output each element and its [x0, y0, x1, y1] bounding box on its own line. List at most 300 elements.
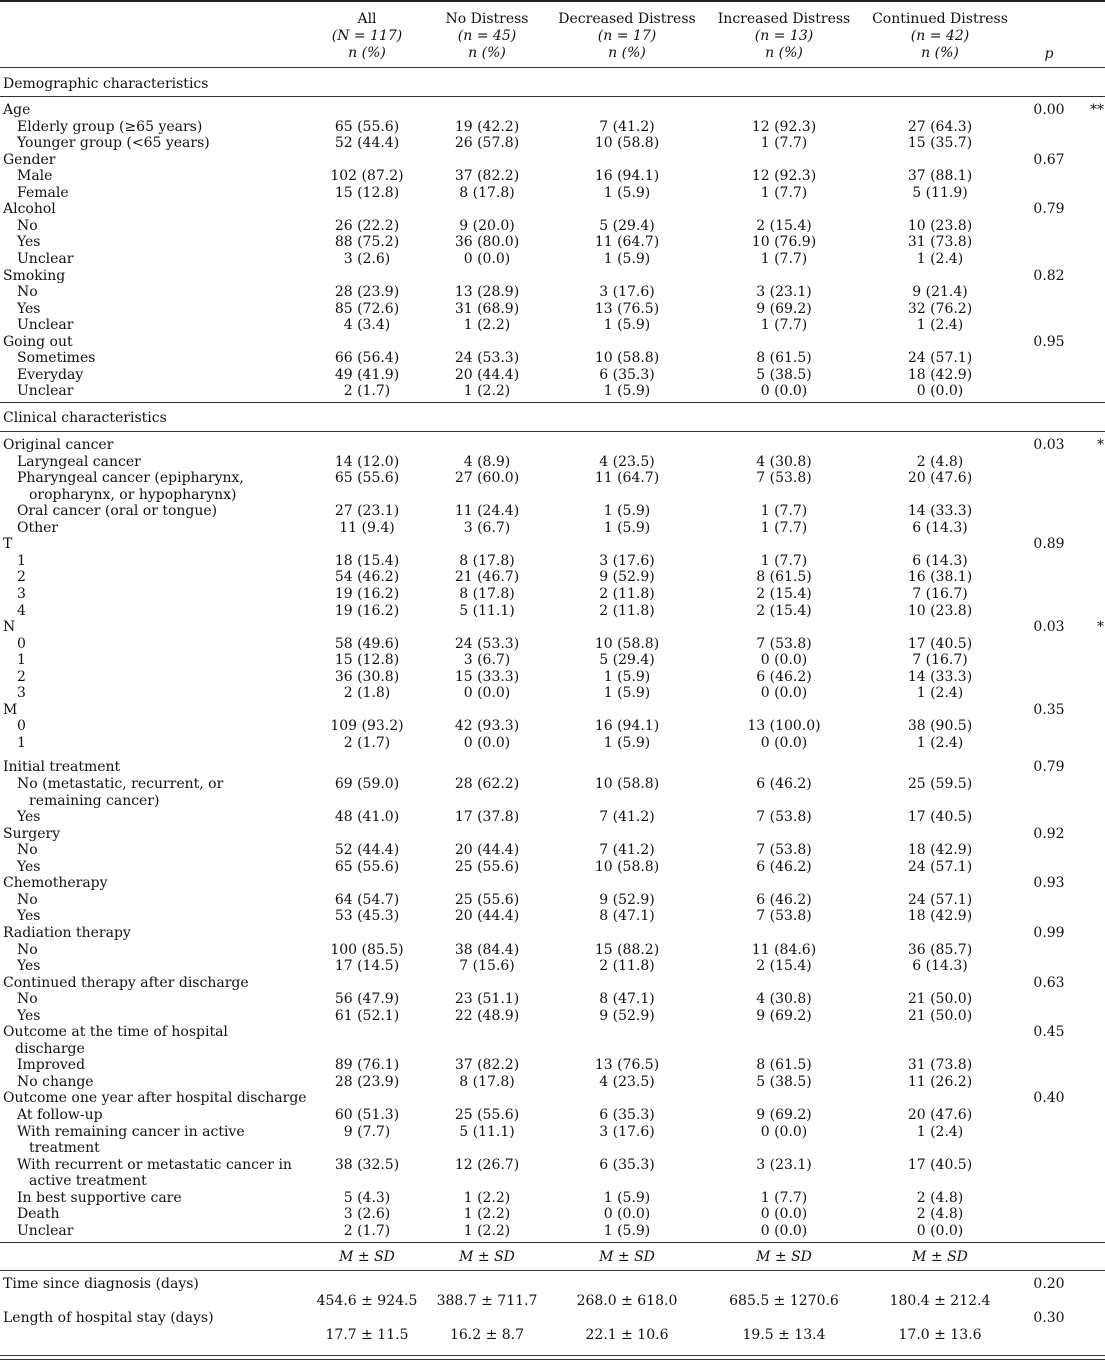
row-label: Pharyngeal cancer (epipharynx,: [17, 470, 244, 487]
table-cell: 0 (0.0): [760, 734, 808, 751]
row-label: Outcome one year after hospital discharge: [3, 1090, 307, 1107]
table-cell: 1 (2.4): [916, 1123, 964, 1140]
table-cell: 3 (6.7): [463, 519, 511, 536]
p-value: 0.40: [1033, 1090, 1065, 1107]
row-label: Everyday: [17, 366, 84, 383]
table-cell: 3 (23.1): [756, 284, 812, 301]
p-value: 0.95: [1033, 333, 1065, 350]
table-cell: 20 (47.6): [907, 1107, 973, 1123]
row-label: Surgery: [3, 825, 61, 842]
table-cell: 8 (17.8): [459, 1073, 515, 1090]
row-label: No: [17, 941, 38, 958]
row-label: Yes: [17, 858, 41, 875]
table-cell: 5 (29.4): [599, 217, 655, 234]
table-cell: 9 (20.0): [459, 217, 515, 234]
row-label: Radiation therapy: [3, 924, 131, 941]
table-cell: 36 (80.0): [454, 234, 520, 251]
table-cell: 6 (35.3): [599, 366, 655, 383]
table-cell: 8 (61.5): [756, 569, 812, 586]
p-value: 0.92: [1033, 825, 1065, 842]
table-cell: 9 (52.9): [599, 891, 655, 908]
row-label: Yes: [17, 809, 41, 826]
table-cell: 16 (94.1): [594, 168, 660, 185]
column-header-name: Decreased Distress: [558, 11, 696, 27]
row-label: No: [17, 891, 38, 908]
table-cell: 9 (52.9): [599, 1007, 655, 1024]
row-label: Time since diagnosis (days): [3, 1276, 199, 1292]
table-cell: 26 (57.8): [454, 135, 520, 152]
table-cell: 25 (55.6): [454, 1107, 520, 1123]
table-cell: 2 (1.7): [343, 383, 391, 400]
table-cell: 15 (12.8): [334, 652, 400, 669]
table-cell: 0 (0.0): [463, 250, 511, 267]
bottom-rule-2: [0, 1359, 1105, 1360]
table-cell: 6 (14.3): [912, 519, 968, 536]
table-cell: 7 (16.7): [912, 652, 968, 669]
row-label: Younger group (<65 years): [17, 135, 210, 152]
p-value: 0.03: [1033, 619, 1065, 636]
table-cell: 64 (54.7): [334, 891, 400, 908]
table-cell: 1 (2.2): [463, 1189, 511, 1206]
table-cell: 18 (15.4): [334, 552, 400, 569]
table-cell: 2 (15.4): [756, 958, 812, 975]
table-cell: 0 (0.0): [760, 1206, 808, 1223]
table-cell: 3 (23.1): [756, 1156, 812, 1173]
table-cell: 6 (46.2): [756, 891, 812, 908]
row-label: Initial treatment: [3, 759, 121, 776]
table-cell: 8 (47.1): [599, 991, 655, 1008]
significance-marker: *: [1097, 619, 1104, 636]
msd-header-cell: M ± SD: [756, 1249, 812, 1265]
table-cell: 454.6 ± 924.5: [316, 1293, 418, 1309]
p-value: 0.99: [1033, 924, 1065, 941]
row-label: No (metastatic, recurrent, or: [17, 776, 224, 792]
table-cell: 8 (17.8): [459, 585, 515, 602]
table-cell: 17.7 ± 11.5: [325, 1326, 409, 1343]
table-cell: 11 (64.7): [594, 470, 660, 487]
p-value: 0.89: [1033, 536, 1065, 553]
table-cell: 12 (92.3): [751, 118, 817, 135]
row-label-continued: treatment: [29, 1140, 100, 1157]
table-cell: 0 (0.0): [760, 652, 808, 669]
section-rule: [0, 96, 1105, 97]
row-label-continued: oropharynx, or hypopharynx): [29, 486, 237, 503]
row-label: At follow-up: [17, 1107, 103, 1123]
table-cell: 17.0 ± 13.6: [898, 1326, 982, 1343]
table-cell: 3 (17.6): [599, 1123, 655, 1140]
table-cell: 0 (0.0): [760, 1123, 808, 1140]
row-label: 4: [17, 602, 26, 619]
table-cell: 7 (53.8): [756, 809, 812, 826]
msd-rule: [0, 1242, 1105, 1243]
column-header-stat: n (%): [348, 45, 386, 61]
row-label: Gender: [3, 151, 56, 168]
p-value: 0.00: [1033, 102, 1065, 118]
table-cell: 4 (23.5): [599, 1073, 655, 1090]
table-cell: 8 (47.1): [599, 908, 655, 925]
p-value: 0.20: [1033, 1276, 1065, 1292]
table-cell: 100 (85.5): [330, 941, 404, 958]
column-header-n: (N = 117): [331, 28, 403, 44]
p-value: 0.79: [1033, 201, 1065, 218]
table-cell: 9 (52.9): [599, 569, 655, 586]
table-cell: 4 (23.5): [599, 453, 655, 470]
table-cell: 31 (73.8): [907, 234, 973, 251]
table-cell: 7 (41.2): [599, 842, 655, 859]
table-cell: 24 (57.1): [907, 891, 973, 908]
table-cell: 268.0 ± 618.0: [576, 1293, 678, 1309]
row-label: Elderly group (≥65 years): [17, 118, 203, 135]
row-label: Unclear: [17, 250, 74, 267]
table-cell: 18 (42.9): [907, 908, 973, 925]
table-cell: 49 (41.9): [334, 366, 400, 383]
table-cell: 3 (6.7): [463, 652, 511, 669]
table-cell: 1 (2.4): [916, 250, 964, 267]
table-cell: 1 (5.9): [603, 685, 651, 702]
p-value: 0.30: [1033, 1309, 1065, 1326]
table-cell: 58 (49.6): [334, 635, 400, 652]
table-cell: 1 (2.4): [916, 317, 964, 334]
column-header-n: (n = 45): [457, 28, 517, 44]
table-cell: 9 (69.2): [756, 1007, 812, 1024]
table-cell: 7 (41.2): [599, 118, 655, 135]
table-cell: 21 (50.0): [907, 991, 973, 1008]
table-cell: 12 (92.3): [751, 168, 817, 185]
table-cell: 1 (7.7): [760, 184, 808, 201]
table-cell: 388.7 ± 711.7: [436, 1293, 538, 1309]
table-cell: 2 (1.7): [343, 734, 391, 751]
msd-header-cell: M ± SD: [339, 1249, 395, 1265]
table-cell: 3 (17.6): [599, 552, 655, 569]
p-value: 0.93: [1033, 875, 1065, 892]
table-cell: 16 (94.1): [594, 718, 660, 735]
table-cell: 23 (51.1): [454, 991, 520, 1008]
table-cell: 3 (17.6): [599, 284, 655, 301]
table-cell: 10 (58.8): [594, 858, 660, 875]
table-cell: 4 (3.4): [343, 317, 391, 334]
table-cell: 7 (41.2): [599, 809, 655, 826]
table-cell: 6 (46.2): [756, 668, 812, 685]
table-cell: 11 (64.7): [594, 234, 660, 251]
table-cell: 2 (1.7): [343, 1222, 391, 1239]
table-cell: 69 (59.0): [334, 776, 400, 792]
table-cell: 65 (55.6): [334, 858, 400, 875]
table-cell: 1 (7.7): [760, 519, 808, 536]
table-cell: 1 (5.9): [603, 503, 651, 520]
row-label: Unclear: [17, 383, 74, 400]
msd-rule-bottom: [0, 1270, 1105, 1271]
table-cell: 11 (9.4): [339, 519, 395, 536]
p-value: 0.35: [1033, 701, 1065, 718]
row-label: No: [17, 991, 38, 1008]
table-cell: 1 (5.9): [603, 734, 651, 751]
table-cell: 52 (44.4): [334, 842, 400, 859]
column-header-stat: n (%): [921, 45, 959, 61]
row-label: 2: [17, 569, 26, 586]
row-label: Yes: [17, 1007, 41, 1024]
table-cell: 24 (53.3): [454, 635, 520, 652]
table-cell: 5 (4.3): [343, 1189, 391, 1206]
table-cell: 52 (44.4): [334, 135, 400, 152]
table-cell: 6 (35.3): [599, 1107, 655, 1123]
msd-header-cell: M ± SD: [599, 1249, 655, 1265]
table-cell: 3 (2.6): [343, 1206, 391, 1223]
table-cell: 20 (44.4): [454, 366, 520, 383]
table-cell: 9 (69.2): [756, 1107, 812, 1123]
table-cell: 5 (29.4): [599, 652, 655, 669]
row-label: Age: [3, 102, 31, 118]
row-label: No: [17, 284, 38, 301]
table-cell: 25 (59.5): [907, 776, 973, 792]
row-label-continued: active treatment: [29, 1173, 147, 1190]
table-cell: 21 (50.0): [907, 1007, 973, 1024]
table-cell: 13 (28.9): [454, 284, 520, 301]
table-cell: 27 (60.0): [454, 470, 520, 487]
row-label: 0: [17, 718, 26, 735]
table-cell: 1 (2.4): [916, 685, 964, 702]
table-cell: 11 (26.2): [907, 1073, 973, 1090]
row-label: No: [17, 842, 38, 859]
table-cell: 1 (7.7): [760, 317, 808, 334]
table-cell: 7 (16.7): [912, 585, 968, 602]
table-cell: 1 (2.2): [463, 317, 511, 334]
table-cell: 88 (75.2): [334, 234, 400, 251]
column-header-n: (n = 17): [597, 28, 657, 44]
significance-marker: **: [1090, 102, 1104, 118]
table-cell: 11 (84.6): [751, 941, 817, 958]
table-cell: 1 (5.9): [603, 519, 651, 536]
bottom-rule: [0, 1355, 1105, 1356]
table-cell: 15 (12.8): [334, 184, 400, 201]
table-cell: 17 (37.8): [454, 809, 520, 826]
table-cell: 8 (17.8): [459, 184, 515, 201]
table-cell: 5 (38.5): [756, 366, 812, 383]
table-cell: 54 (46.2): [334, 569, 400, 586]
table-cell: 0 (0.0): [760, 1222, 808, 1239]
table-cell: 36 (30.8): [334, 668, 400, 685]
table-cell: 4 (8.9): [463, 453, 511, 470]
table-cell: 53 (45.3): [334, 908, 400, 925]
table-cell: 109 (93.2): [330, 718, 404, 735]
table-cell: 9 (21.4): [912, 284, 968, 301]
column-header-name: Increased Distress: [717, 11, 851, 27]
row-label: No change: [17, 1073, 94, 1090]
table-cell: 14 (33.3): [907, 668, 973, 685]
table-cell: 10 (23.8): [907, 602, 973, 619]
table-cell: 685.5 ± 1270.6: [729, 1293, 839, 1309]
row-label: 3: [17, 685, 26, 702]
row-label: Male: [17, 168, 53, 185]
table-cell: 1 (7.7): [760, 552, 808, 569]
table-cell: 2 (15.4): [756, 602, 812, 619]
column-header-name: Continued Distress: [872, 11, 1008, 27]
table-cell: 7 (15.6): [459, 958, 515, 975]
table-cell: 18 (42.9): [907, 366, 973, 383]
table-cell: 20 (44.4): [454, 908, 520, 925]
table-cell: 10 (58.8): [594, 135, 660, 152]
row-label: Oral cancer (oral or tongue): [17, 503, 218, 520]
significance-marker: *: [1097, 437, 1104, 453]
table-cell: 13 (76.5): [594, 300, 660, 317]
table-cell: 19 (16.2): [334, 602, 400, 619]
table-cell: 1 (2.2): [463, 1206, 511, 1223]
column-header-n: (n = 42): [910, 28, 970, 44]
row-label: Sometimes: [17, 350, 96, 367]
table-cell: 61 (52.1): [334, 1007, 400, 1024]
msd-header-cell: M ± SD: [459, 1249, 515, 1265]
table-cell: 9 (7.7): [343, 1123, 391, 1140]
table-cell: 0 (0.0): [463, 685, 511, 702]
table-cell: 17 (14.5): [334, 958, 400, 975]
table-cell: 66 (56.4): [334, 350, 400, 367]
p-value: 0.67: [1033, 151, 1065, 168]
table-cell: 0 (0.0): [760, 685, 808, 702]
p-header: p: [1044, 46, 1054, 62]
row-label: 1: [17, 734, 26, 751]
row-label: Chemotherapy: [3, 875, 108, 892]
row-label: N: [3, 619, 16, 636]
row-label: 2: [17, 668, 26, 685]
table-cell: 2 (4.8): [916, 1189, 964, 1206]
row-label: 0: [17, 635, 26, 652]
table-cell: 1 (5.9): [603, 1222, 651, 1239]
row-label: T: [3, 536, 13, 553]
header-rule: [0, 67, 1105, 68]
table-cell: 38 (90.5): [907, 718, 973, 735]
p-value: 0.82: [1033, 267, 1065, 284]
table-cell: 28 (23.9): [334, 1073, 400, 1090]
table-cell: 28 (62.2): [454, 776, 520, 792]
msd-header-cell: M ± SD: [912, 1249, 968, 1265]
table-cell: 7 (53.8): [756, 470, 812, 487]
table-cell: 19.5 ± 13.4: [742, 1326, 826, 1343]
table-cell: 60 (51.3): [334, 1107, 400, 1123]
table-cell: 7 (53.8): [756, 842, 812, 859]
row-label: Unclear: [17, 317, 74, 334]
p-value: 0.45: [1033, 1024, 1065, 1041]
table-cell: 16 (38.1): [907, 569, 973, 586]
table-cell: 180.4 ± 212.4: [889, 1293, 991, 1309]
table-cell: 10 (23.8): [907, 217, 973, 234]
row-label: M: [3, 701, 18, 718]
table-cell: 26 (22.2): [334, 217, 400, 234]
table-cell: 37 (88.1): [907, 168, 973, 185]
table-cell: 1 (5.9): [603, 1189, 651, 1206]
table-cell: 1 (7.7): [760, 135, 808, 152]
row-label: Yes: [17, 300, 41, 317]
table-cell: 6 (35.3): [599, 1156, 655, 1173]
table-cell: 15 (88.2): [594, 941, 660, 958]
table-cell: 7 (53.8): [756, 635, 812, 652]
row-label: 1: [17, 552, 26, 569]
table-cell: 0 (0.0): [603, 1206, 651, 1223]
table-cell: 27 (23.1): [334, 503, 400, 520]
table-cell: 0 (0.0): [463, 734, 511, 751]
section-rule: [0, 431, 1105, 432]
table-cell: 37 (82.2): [454, 1057, 520, 1074]
table-cell: 13 (100.0): [747, 718, 821, 735]
table-cell: 2 (4.8): [916, 453, 964, 470]
row-label: In best supportive care: [17, 1189, 182, 1206]
section-rule: [0, 402, 1105, 403]
table-cell: 56 (47.9): [334, 991, 400, 1008]
table-cell: 1 (5.9): [603, 250, 651, 267]
table-cell: 37 (82.2): [454, 168, 520, 185]
row-label: Yes: [17, 234, 41, 251]
row-label: Other: [17, 519, 59, 536]
row-label: Continued therapy after discharge: [3, 974, 249, 991]
table-cell: 15 (35.7): [907, 135, 973, 152]
table-cell: 22.1 ± 10.6: [585, 1326, 669, 1343]
table-cell: 4 (30.8): [756, 453, 812, 470]
table-cell: 2 (4.8): [916, 1206, 964, 1223]
table-cell: 0 (0.0): [760, 383, 808, 400]
table-cell: 38 (32.5): [334, 1156, 400, 1173]
table-cell: 2 (11.8): [599, 958, 655, 975]
table-cell: 5 (38.5): [756, 1073, 812, 1090]
column-header-name: All: [357, 11, 377, 27]
table-cell: 24 (57.1): [907, 858, 973, 875]
row-label: With recurrent or metastatic cancer in: [17, 1156, 292, 1173]
table-cell: 20 (47.6): [907, 470, 973, 487]
table-cell: 10 (58.8): [594, 350, 660, 367]
table-cell: 28 (23.9): [334, 284, 400, 301]
table-cell: 38 (84.4): [454, 941, 520, 958]
table-cell: 11 (24.4): [454, 503, 520, 520]
table-cell: 14 (33.3): [907, 503, 973, 520]
table-cell: 42 (93.3): [454, 718, 520, 735]
table-cell: 36 (85.7): [907, 941, 973, 958]
table-cell: 1 (7.7): [760, 1189, 808, 1206]
row-label: Smoking: [3, 267, 66, 284]
table-cell: 65 (55.6): [334, 470, 400, 487]
row-label: Unclear: [17, 1222, 74, 1239]
table-cell: 1 (2.2): [463, 383, 511, 400]
table-cell: 10 (58.8): [594, 635, 660, 652]
row-label: Going out: [3, 333, 73, 350]
top-rule: [0, 0, 1105, 2]
table-cell: 17 (40.5): [907, 1156, 973, 1173]
row-label: Laryngeal cancer: [17, 453, 141, 470]
table-cell: 65 (55.6): [334, 118, 400, 135]
column-header-stat: n (%): [765, 45, 803, 61]
table-cell: 0 (0.0): [916, 1222, 964, 1239]
table-cell: 17 (40.5): [907, 809, 973, 826]
row-label: Female: [17, 184, 69, 201]
row-label-continued: discharge: [15, 1040, 85, 1057]
table-cell: 8 (61.5): [756, 1057, 812, 1074]
table-cell: 17 (40.5): [907, 635, 973, 652]
table-cell: 102 (87.2): [330, 168, 404, 185]
row-label: Yes: [17, 958, 41, 975]
row-label: Yes: [17, 908, 41, 925]
table-cell: 6 (46.2): [756, 776, 812, 792]
table-cell: 32 (76.2): [907, 300, 973, 317]
table-cell: 19 (42.2): [454, 118, 520, 135]
table-cell: 9 (69.2): [756, 300, 812, 317]
table-cell: 20 (44.4): [454, 842, 520, 859]
table-cell: 5 (11.1): [459, 602, 515, 619]
table-cell: 31 (68.9): [454, 300, 520, 317]
column-header-stat: n (%): [468, 45, 506, 61]
table-cell: 1 (5.9): [603, 317, 651, 334]
column-header-name: No Distress: [445, 11, 529, 27]
table-cell: 2 (15.4): [756, 217, 812, 234]
table-cell: 6 (46.2): [756, 858, 812, 875]
table-cell: 3 (2.6): [343, 250, 391, 267]
table-cell: 5 (11.1): [459, 1123, 515, 1140]
table-cell: 2 (1.8): [343, 685, 391, 702]
